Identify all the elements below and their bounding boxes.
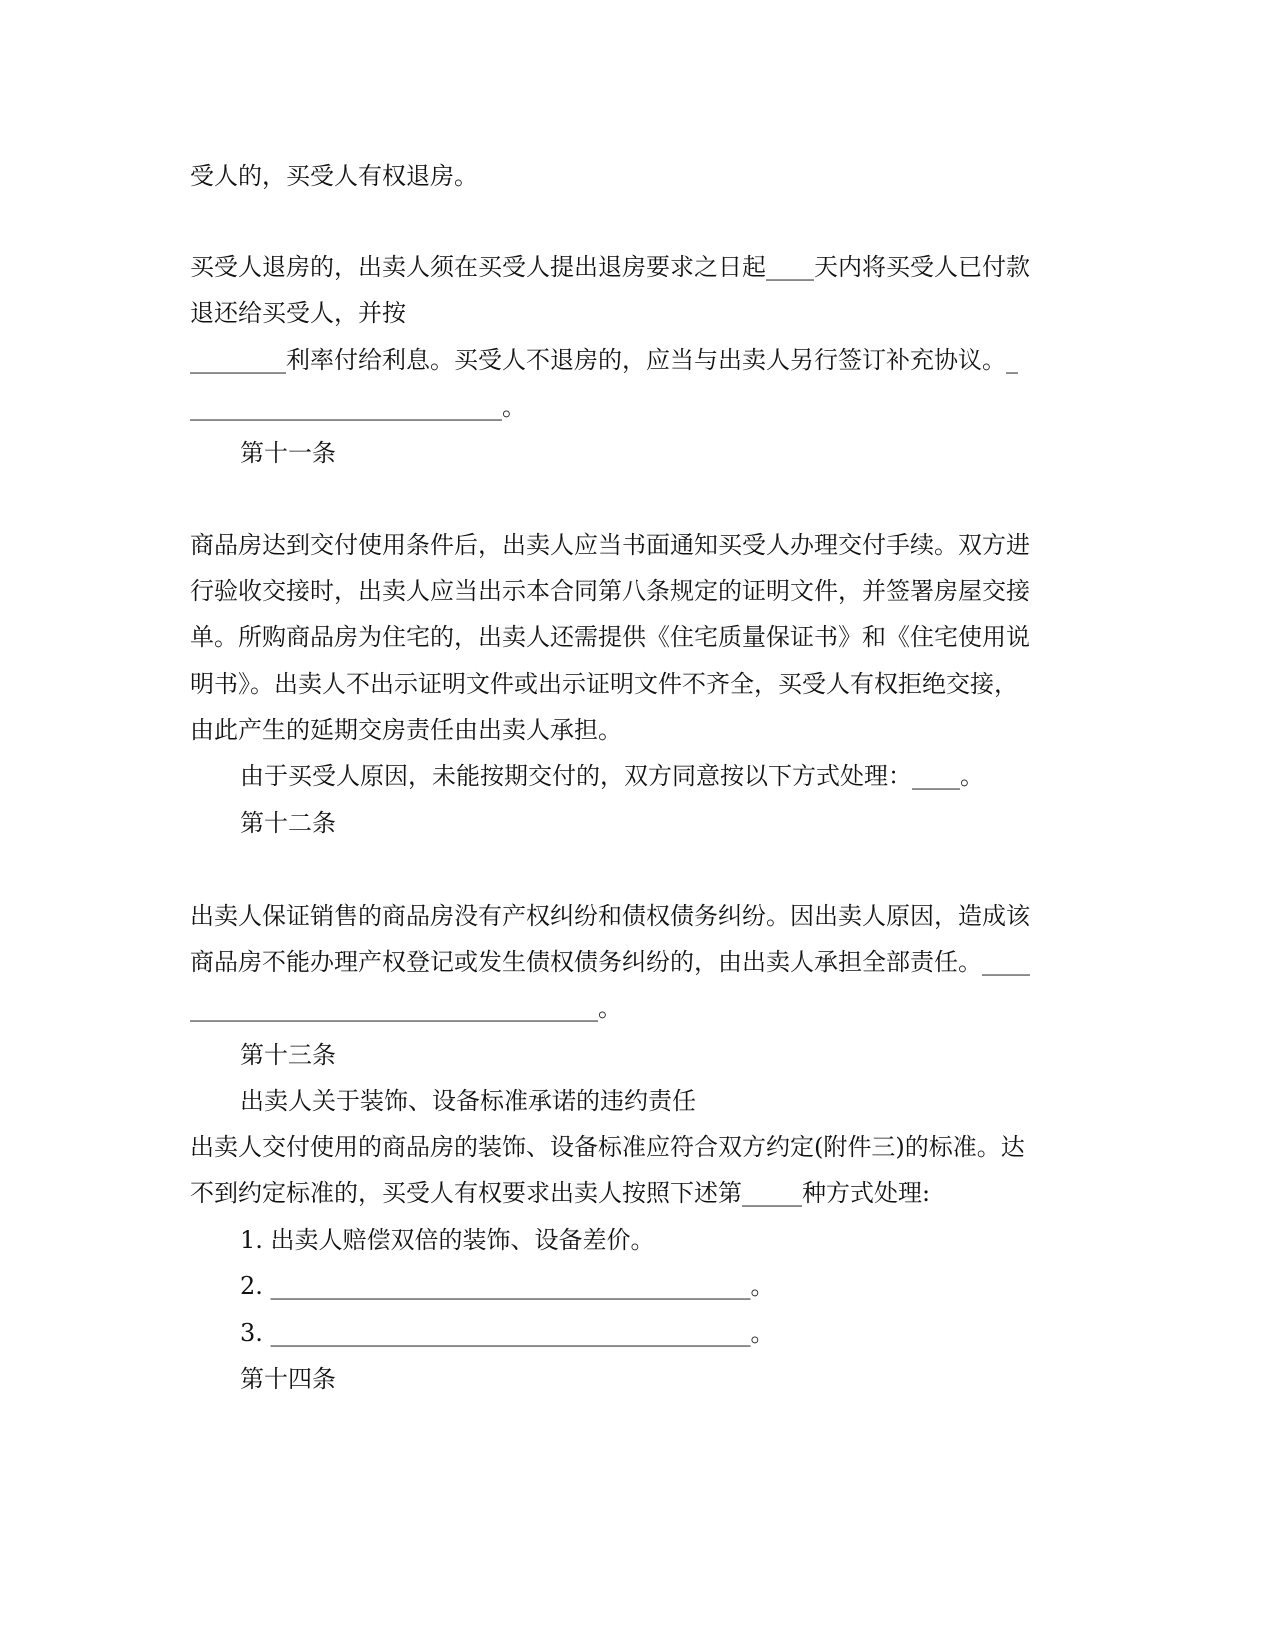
text-line: __________________________________。 [190,994,622,1022]
list-item: 3. ________________________________________。 [240,1319,775,1347]
text-line: 由此产生的延期交房责任由出卖人承担。 [190,716,622,744]
text-line: ________利率付给利息。买受人不退房的，应当与出卖人另行签订补充协议。_ [190,346,1018,374]
text-line: 出卖人保证销售的商品房没有产权纠纷和债权债务纠纷。因出卖人原因，造成该 [190,902,1030,930]
text-line: __________________________。 [190,393,526,421]
text-line: 买受人退房的，出卖人须在买受人提出退房要求之日起____天内将买受人已付款 [190,253,1030,281]
article-heading: 第十一条 [240,439,336,467]
text-line: 由于买受人原因，未能按期交付的，双方同意按以下方式处理：____。 [240,762,984,790]
list-item: 2. ________________________________________。 [240,1272,775,1300]
text-line: 退还给买受人，并按 [190,299,406,327]
text-line: 商品房不能办理产权登记或发生债权债务纠纷的，由出卖人承担全部责任。____ [190,948,1030,976]
text-line: 出卖人交付使用的商品房的装饰、设备标准应符合双方约定(附件三)的标准。达 [190,1133,1025,1161]
list-item: 1. 出卖人赔偿双倍的装饰、设备差价。 [240,1226,655,1254]
article-heading: 第十三条 [240,1041,336,1069]
article-heading: 第十二条 [240,809,336,837]
text-line: 商品房达到交付使用条件后，出卖人应当书面通知买受人办理交付手续。双方进 [190,531,1030,559]
article-heading: 第十四条 [240,1365,336,1393]
text-line: 行验收交接时，出卖人应当出示本合同第八条规定的证明文件，并签署房屋交接 [190,577,1030,605]
text-line: 不到约定标准的，买受人有权要求出卖人按照下述第_____种方式处理: [190,1179,931,1207]
text-line: 单。所购商品房为住宅的，出卖人还需提供《住宅质量保证书》和《住宅使用说 [190,623,1030,651]
text-line: 明书》。出卖人不出示证明文件或出示证明文件不齐全，买受人有权拒绝交接， [190,670,1018,698]
text-line: 受人的，买受人有权退房。 [190,162,478,190]
text-line: 出卖人关于装饰、设备标准承诺的违约责任 [240,1087,696,1115]
